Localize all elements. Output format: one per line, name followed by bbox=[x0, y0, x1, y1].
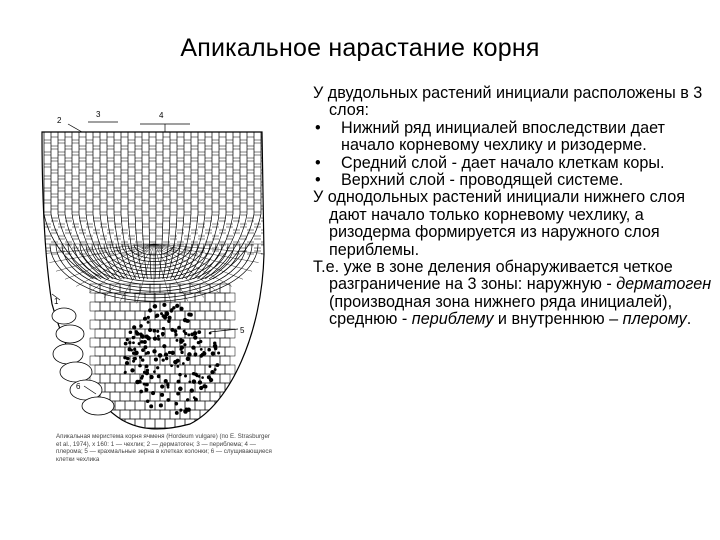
paragraph-zones bbox=[313, 259, 713, 329]
bullet-icon: • bbox=[315, 153, 321, 172]
zones-text-d: . bbox=[686, 310, 692, 329]
zones-text-b: (производная зона нижнего ряда инициалей), среднюю - bbox=[329, 292, 673, 329]
zones-text-a: Т.е. уже в зоне деления обнаруживается четкое разграничение на 3 зоны: наружную - bbox=[313, 258, 673, 294]
bullet-item bbox=[313, 120, 713, 155]
bullet-text: Верхний слой - проводящей системе. bbox=[341, 171, 624, 190]
paragraph-monocots: У однодольных растений инициали нижнего слоя дают начало только корневому чехлику, а ризодерма формируется из наружного слоя периблемы. bbox=[313, 188, 686, 259]
figure-label-3: 3 bbox=[96, 110, 101, 119]
bullet-icon: • bbox=[315, 171, 321, 190]
paragraph-dicots: У двудольных растений инициали расположены в 3 слоя: bbox=[313, 84, 703, 120]
bullet-icon: • bbox=[315, 118, 321, 137]
figure-caption: Апикальная меристема корня ячменя (Hordeum vulgare) (по E. Strasburger et al., 1974), х 160: 1 — чехлик; 2 — дерматоген; 3 — периблема; 4 — плерома; 5 — крахмальные зерна в клетках колонки; 6 — слущивающиеся клетки чехлика bbox=[56, 433, 272, 463]
bullet-item bbox=[313, 172, 713, 189]
figure-label-4: 4 bbox=[159, 111, 164, 120]
term-periblem: периблему bbox=[411, 310, 494, 329]
figure-label-2: 2 bbox=[57, 116, 62, 125]
term-plerome: плерому bbox=[622, 310, 687, 329]
slide-title: Апикальное нарастание корня bbox=[180, 34, 540, 62]
text-block bbox=[313, 85, 713, 329]
zones-text-c: и внутреннюю – bbox=[493, 310, 623, 329]
figure-label-1: 1 bbox=[54, 297, 59, 306]
figure-label-5: 5 bbox=[240, 326, 245, 335]
bullet-text: Нижний ряд инициалей впоследствии дает начало корневому чехлику и ризодерме. bbox=[341, 118, 665, 155]
term-dermatogen: дерматоген bbox=[616, 275, 712, 294]
root-apex-diagram bbox=[30, 104, 300, 434]
bullet-text: Средний слой - дает начало клеткам коры. bbox=[341, 153, 665, 172]
bullet-item bbox=[313, 155, 713, 172]
figure-label-6: 6 bbox=[76, 382, 81, 391]
